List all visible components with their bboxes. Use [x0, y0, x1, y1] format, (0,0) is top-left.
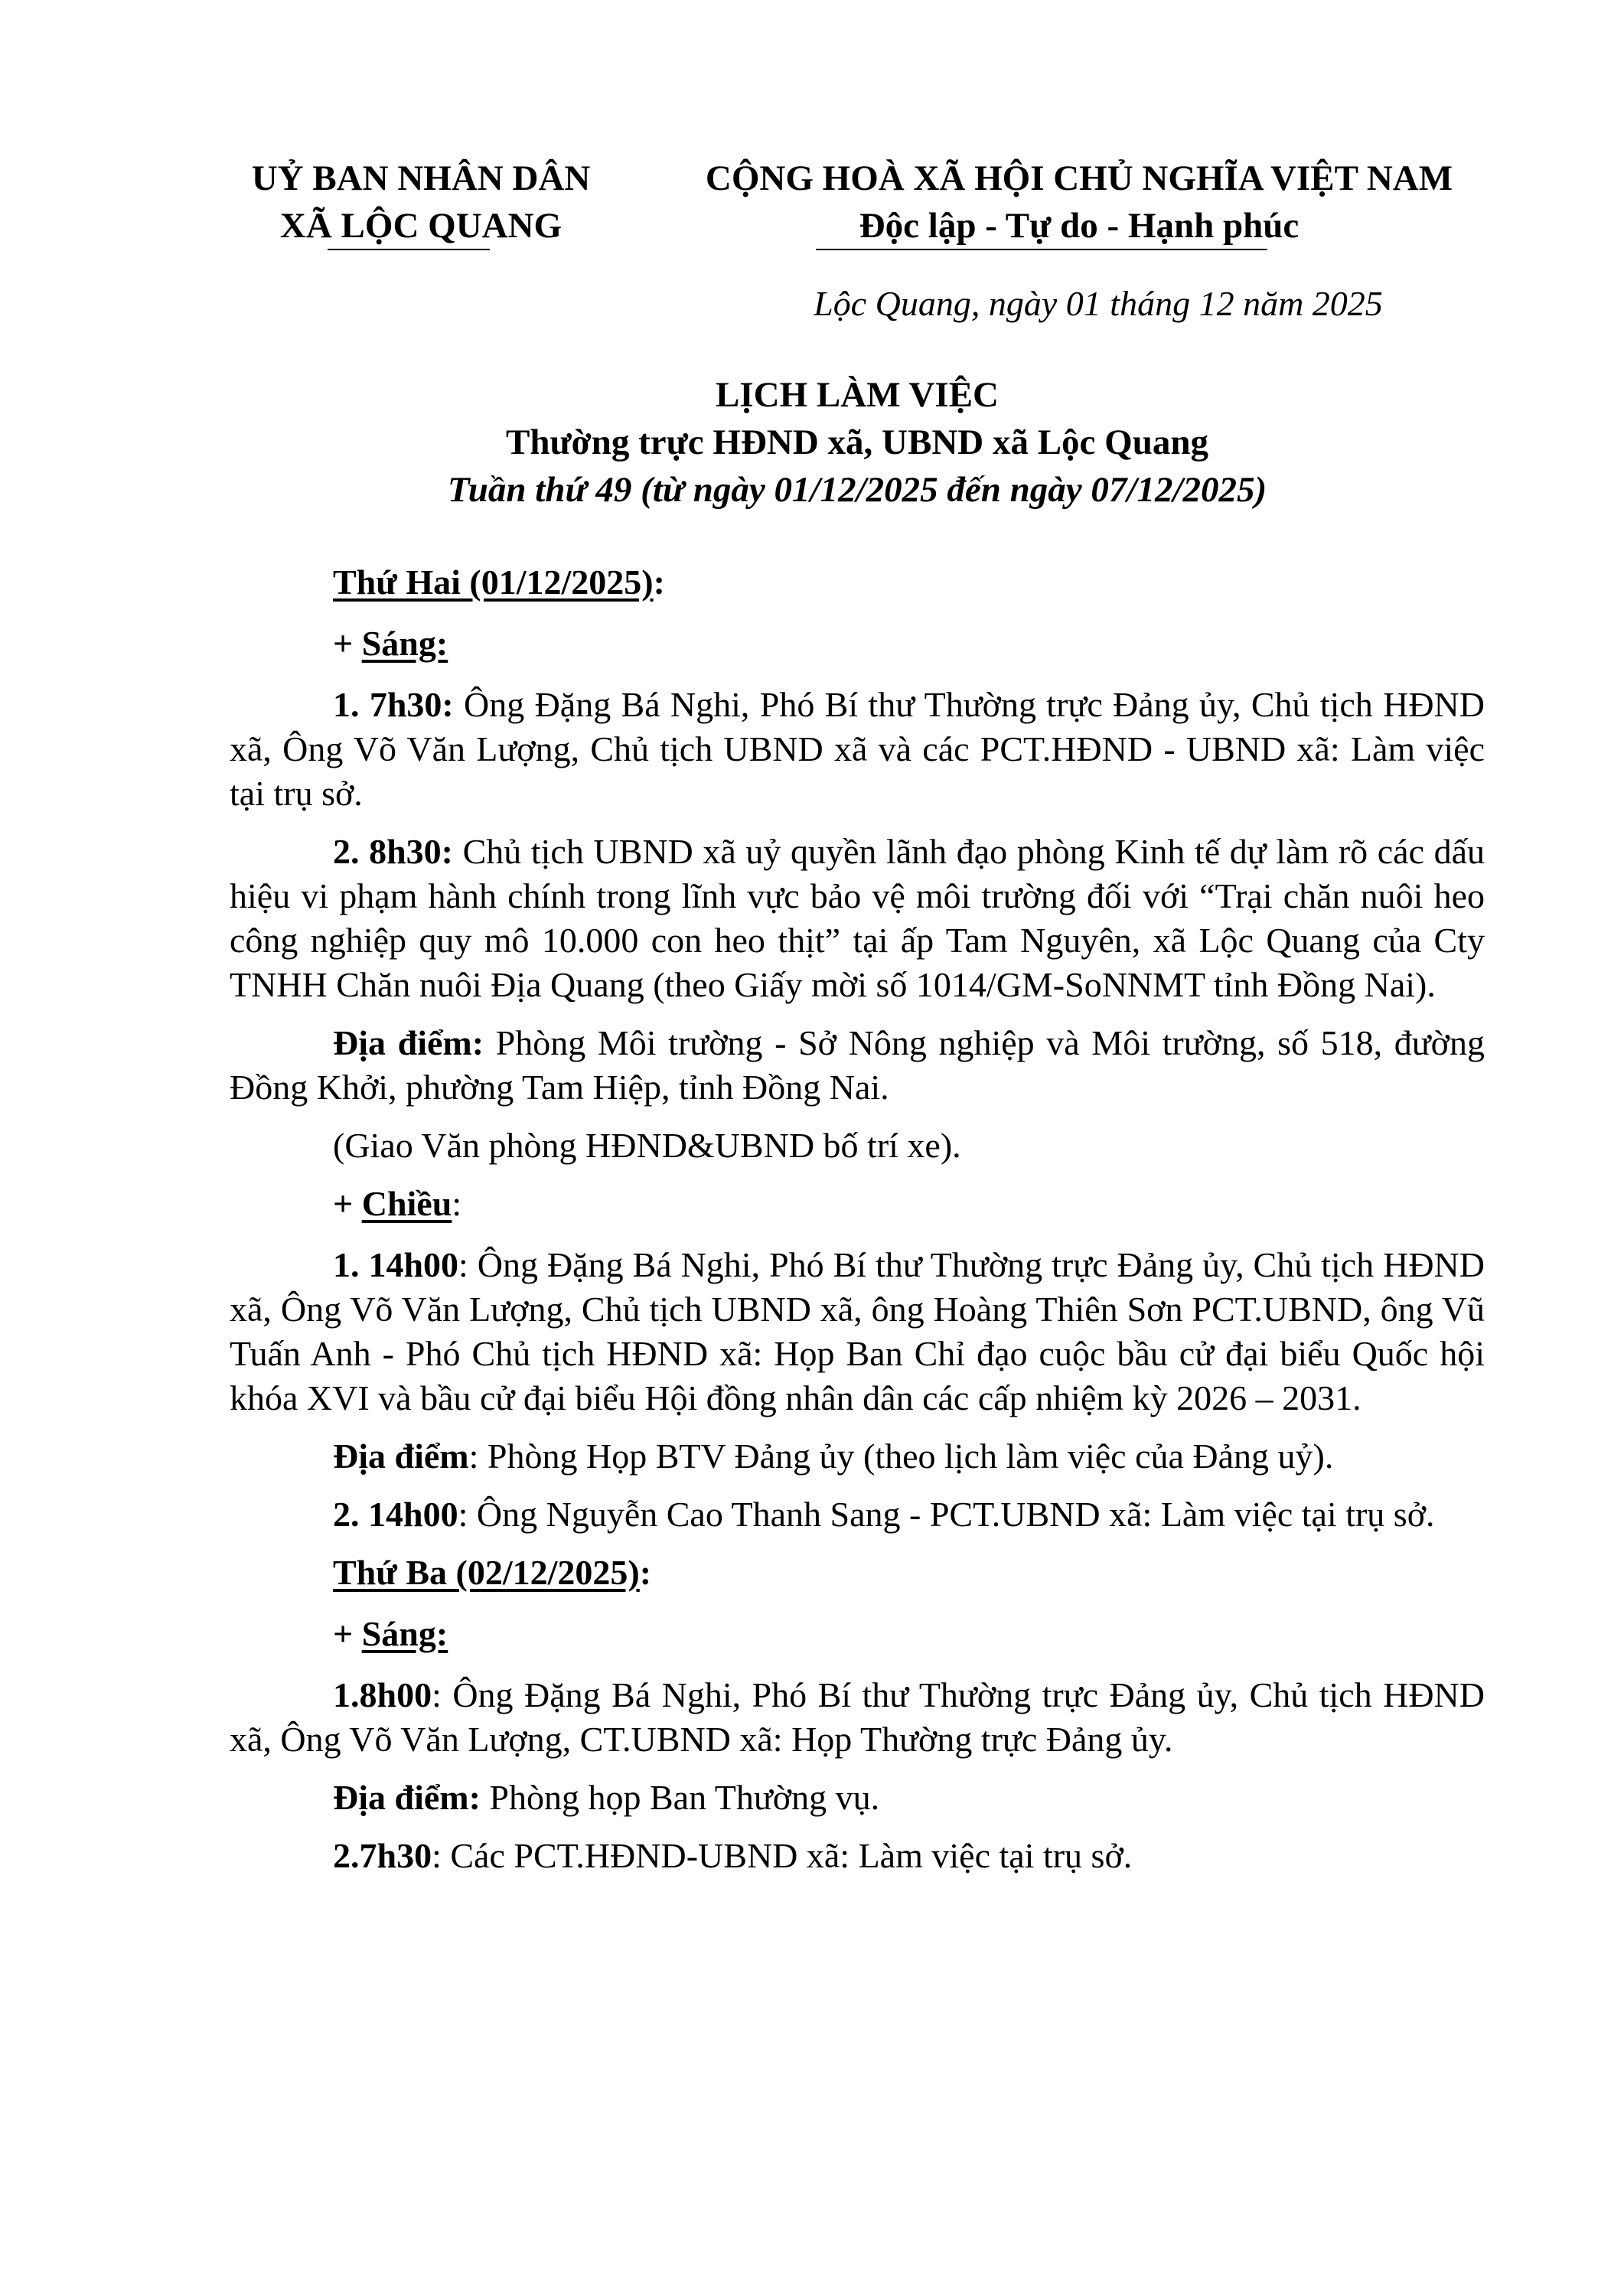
section-label: Chiều: [361, 1184, 452, 1223]
item-text: : Các PCT.HĐND-UBND xã: Làm việc tại trụ sở.: [432, 1836, 1133, 1875]
item-text: : Ông Đặng Bá Nghi, Phó Bí thư Thường trực Đảng ủy, Chủ tịch HĐND xã, Ông Võ Văn Lượng, CT.UBND xã: Họp Thường trực Đảng ủy.: [230, 1675, 1485, 1759]
schedule-item: [230, 1673, 1485, 1762]
location-text: Phòng họp Ban Thường vụ.: [480, 1778, 880, 1817]
day-heading-text: Thứ Hai (01/12/2025): [333, 563, 654, 602]
national-motto: [651, 155, 1508, 249]
title-block: [230, 371, 1485, 514]
agency-line-1: UỶ BAN NHÂN DÂN: [251, 158, 591, 198]
location-label: Địa điểm:: [333, 1023, 484, 1062]
day-heading-monday: Thứ Hai (01/12/2025):: [333, 563, 665, 602]
item-time: 2. 8h30:: [333, 832, 453, 871]
agency-line-2: XÃ LỘC QUANG: [279, 206, 563, 246]
item-time: 1.8h00: [333, 1675, 432, 1714]
item-time: 2.7h30: [333, 1836, 432, 1875]
item-text: : Ông Nguyễn Cao Thanh Sang - PCT.UBND xã: Làm việc tại trụ sở.: [458, 1495, 1435, 1534]
item-time: 1. 14h00: [333, 1245, 459, 1284]
location-label: Địa điểm:: [333, 1778, 481, 1817]
motto-line-1: CỘNG HOÀ XÃ HỘI CHỦ NGHĨA VIỆT NAM: [705, 158, 1453, 198]
section-afternoon: + Chiều:: [333, 1184, 462, 1223]
section-morning: + Sáng:: [333, 624, 448, 663]
item-text: Ông Đặng Bá Nghi, Phó Bí thư Thường trực Đảng ủy, Chủ tịch HĐND xã, Ông Võ Văn Lượng, Chủ tịch UBND xã và các PCT.HĐND - UBND xã: Làm việc tại trụ sở.: [230, 685, 1485, 813]
schedule-body: [230, 560, 1485, 1892]
doc-title: LỊCH LÀM VIỆC: [716, 375, 999, 415]
schedule-item: [230, 1492, 1485, 1537]
schedule-item: [230, 1243, 1485, 1420]
item-text: : Ông Đặng Bá Nghi, Phó Bí thư Thường trực Đảng ủy, Chủ tịch HĐND xã, Ông Võ Văn Lượng, Chủ tịch UBND xã, ông Hoàng Thiên Sơn PCT.UBND, ông Vũ Tuấn Anh - Phó Chủ tịch HĐND xã: Họp Ban Chỉ đạo cuộc bầu cử đại biểu Quốc hội khóa XVI và bầu cử đại biểu Hội đồng nhân dân các cấp nhiệm kỳ 2026 – 2031.: [230, 1245, 1485, 1417]
section-morning: + Sáng:: [333, 1614, 448, 1653]
doc-week-range: Tuần thứ 49 (từ ngày 01/12/2025 đến ngày 07/12/2025): [447, 470, 1267, 510]
schedule-item: [230, 830, 1485, 1007]
agency-underline: [328, 249, 490, 250]
location-label: Địa điểm: [333, 1437, 469, 1476]
schedule-item: [230, 1834, 1485, 1878]
motto-line-2: Độc lập - Tự do - Hạnh phúc: [859, 206, 1300, 246]
note: (Giao Văn phòng HĐND&UBND bố trí xe).: [333, 1126, 961, 1165]
section-label: Sáng:: [361, 1614, 448, 1653]
date-line: Lộc Quang, ngày 01 tháng 12 năm 2025: [814, 284, 1383, 323]
location: [230, 1434, 1485, 1479]
location-text: : Phòng Họp BTV Đảng ủy (theo lịch làm việc của Đảng uỷ).: [468, 1437, 1334, 1476]
location: [230, 1021, 1485, 1110]
doc-subtitle: Thường trực HĐND xã, UBND xã Lộc Quang: [505, 422, 1209, 462]
section-label: Sáng:: [361, 624, 448, 663]
day-heading-text: Thứ Ba (02/12/2025): [333, 1553, 640, 1592]
schedule-item: [230, 683, 1485, 816]
issuing-agency: [230, 155, 612, 249]
item-text: Chủ tịch UBND xã uỷ quyền lãnh đạo phòng Kinh tế dự làm rõ các dấu hiệu vi phạm hành chính trong lĩnh vực bảo vệ môi trường đối với “Trại chăn nuôi heo công nghiệp quy mô 10.000 con heo thịt” tại ấp Tam Nguyên, xã Lộc Quang của Cty TNHH Chăn nuôi Địa Quang (theo Giấy mời số 1014/GM-SoNNMT tỉnh Đồng Nai).: [230, 832, 1485, 1004]
item-time: 1. 7h30:: [333, 685, 454, 724]
location: [230, 1776, 1485, 1820]
item-time: 2. 14h00: [333, 1495, 458, 1534]
day-heading-tuesday: Thứ Ba (02/12/2025):: [333, 1553, 652, 1592]
location-text: Phòng Môi trường - Sở Nông nghiệp và Môi trường, số 518, đường Đồng Khởi, phường Tam Hiệp, tỉnh Đồng Nai.: [230, 1023, 1485, 1107]
motto-underline: [816, 249, 1267, 250]
